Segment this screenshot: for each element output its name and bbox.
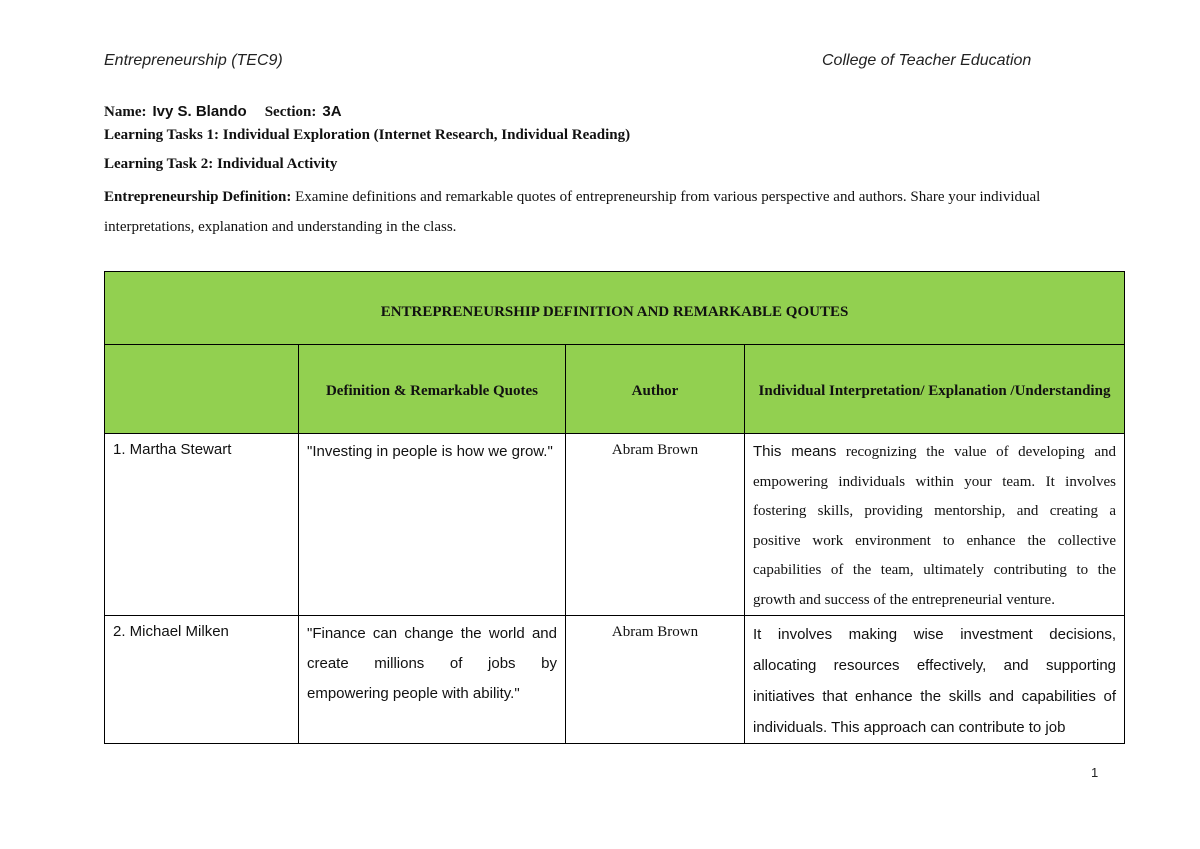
- header-cell-interpretation: Individual Interpretation/ Explanation /Understanding: [745, 345, 1125, 434]
- row-name: 2. Michael Milken: [105, 616, 299, 744]
- name-label: Name:: [104, 104, 147, 120]
- row-quote: "Finance can change the world and create millions of jobs by empowering people with ability.": [299, 616, 566, 744]
- definition-text: Examine definitions and remarkable quotes of entrepreneurship from various perspective and authors. Share your individual interpretations, explanation and understanding in the class.: [104, 189, 1041, 235]
- page-number: 1: [1091, 765, 1099, 780]
- student-name: Ivy S. Blando: [152, 103, 247, 120]
- row-quote: "Investing in people is how we grow.": [299, 434, 566, 616]
- definition-label: Entrepreneurship Definition:: [104, 189, 292, 205]
- course-header: Entrepreneurship (TEC9): [104, 52, 283, 69]
- row-name: 1. Martha Stewart: [105, 434, 299, 616]
- table-header-row: [105, 345, 1125, 434]
- learning-task-1: Learning Tasks 1: Individual Exploration (Internet Research, Individual Reading): [104, 127, 631, 143]
- table-row: [105, 616, 1125, 744]
- entrepreneurship-table: [104, 271, 1125, 744]
- row-author: Abram Brown: [566, 434, 745, 616]
- row-author: Abram Brown: [566, 616, 745, 744]
- learning-task-2: Learning Task 2: Individual Activity: [104, 156, 338, 172]
- header-cell-blank: [105, 345, 299, 434]
- table-row: [105, 434, 1125, 616]
- header-cell-definition: Definition & Remarkable Quotes: [299, 345, 566, 434]
- interpretation-text: recognizing the value of developing and empowering individuals within your team. It involves fostering skills, providing mentorship, and creating a positive work environment to enhance the collective capabilities of the team, ultimately contributing to the growth and success of the entrepreneurial venture.: [753, 444, 1117, 608]
- interpretation-lead: This means: [753, 443, 837, 460]
- student-section: 3A: [322, 103, 342, 120]
- college-header: College of Teacher Education: [822, 52, 1032, 69]
- row-interpretation: It involves making wise investment decisions, allocating resources effectively, and supporting initiatives that enhance the skills and capabilities of individuals. This approach can contribute to job: [745, 616, 1125, 744]
- row-interpretation: [745, 434, 1125, 616]
- section-label: Section:: [264, 104, 317, 120]
- table-title: ENTREPRENEURSHIP DEFINITION AND REMARKABLE QOUTES: [105, 272, 1125, 345]
- table-title-row: [105, 272, 1125, 345]
- header-cell-author: Author: [566, 345, 745, 434]
